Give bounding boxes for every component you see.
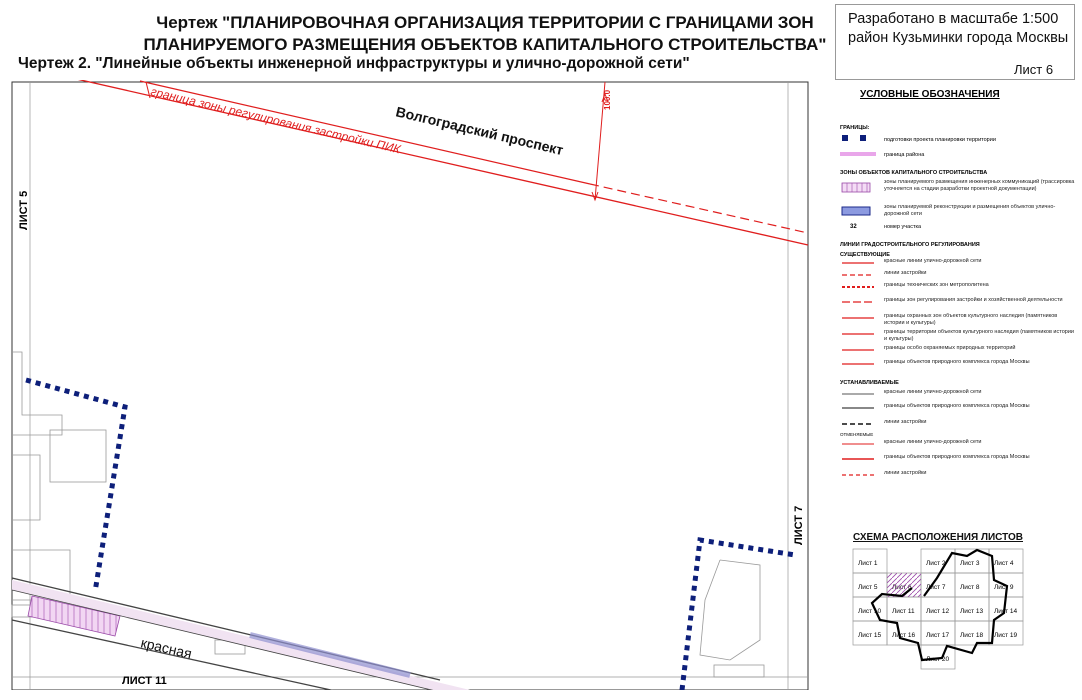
schema-cell-label: Лист 7 bbox=[926, 584, 946, 591]
project-border-left bbox=[26, 380, 125, 592]
legend-item-engineering-zone bbox=[842, 179, 1078, 203]
schema-cell-label: Лист 18 bbox=[960, 632, 984, 639]
legend-text: границы объектов природного комплекса города Москвы bbox=[884, 454, 1030, 460]
legend-existing: СУЩЕСТВУЮЩИЕ bbox=[840, 252, 890, 258]
legend-plot-number: номер участка bbox=[884, 224, 922, 230]
legend-panel bbox=[840, 86, 1078, 526]
legend-item-district-border bbox=[840, 151, 925, 158]
legend-line-item bbox=[842, 329, 1078, 345]
legend-zones-section: ЗОНЫ ОБЪЕКТОВ КАПИТАЛЬНОГО СТРОИТЕЛЬСТВА bbox=[840, 170, 988, 176]
sheet-schema bbox=[852, 548, 1030, 676]
legend-established: УСТАНАВЛИВАЕМЫЕ bbox=[840, 380, 899, 386]
schema-cell-label: Лист 4 bbox=[994, 560, 1014, 567]
schema-cell bbox=[921, 597, 955, 621]
sheet-label-bottom: ЛИСТ 11 bbox=[122, 675, 167, 687]
legend-line-item bbox=[842, 359, 1078, 375]
legend-text: красные линии улично-дорожной сети bbox=[884, 389, 982, 395]
legend-item-road-zone bbox=[842, 204, 1078, 220]
schema-cell-label: Лист 10 bbox=[858, 608, 882, 615]
schema-cell-label: Лист 17 bbox=[926, 632, 950, 639]
legend-established-items bbox=[842, 389, 1078, 435]
scale-text: Разработано в масштабе 1:500 bbox=[848, 11, 1059, 27]
drawing-subtitle: Чертеж 2. "Линейные объекты инженерной инфраструктуры и улично-дорожной сети" bbox=[18, 55, 690, 72]
schema-cell-label: Лист 15 bbox=[858, 632, 882, 639]
legend-text: границы объектов природного комплекса города Москвы bbox=[884, 403, 1030, 409]
legend-line-item bbox=[842, 454, 1078, 470]
legend-line-item bbox=[842, 313, 1078, 329]
legend-line-item bbox=[842, 403, 1078, 419]
schema-cell bbox=[887, 597, 921, 621]
legend-text: границы территории объектов культурного наследия (памятников истории и культуры) bbox=[884, 329, 1074, 342]
sheet-label-right: ЛИСТ 7 bbox=[793, 505, 805, 545]
legend-text: красные линии улично-дорожной сети bbox=[884, 258, 982, 264]
legend-text: линии застройки bbox=[884, 270, 927, 276]
legend-cancelled-items bbox=[842, 439, 1078, 486]
schema-cell bbox=[921, 621, 955, 645]
legend-borders-section: ГРАНИЦЫ: bbox=[840, 125, 870, 131]
legend-text: границы технических зон метрополитена bbox=[884, 282, 989, 288]
zone-label: граница зоны регулирования застройки ПИК bbox=[149, 84, 402, 157]
street-label: Волгоградский проспект bbox=[394, 103, 565, 159]
legend-plot-number-value: 32 bbox=[850, 224, 857, 230]
schema-cell-label: Лист 20 bbox=[926, 656, 950, 663]
sheet-label-left: ЛИСТ 5 bbox=[18, 190, 30, 230]
legend-text: линии застройки bbox=[884, 419, 927, 425]
legend-text: зоны планируемого размещения инженерных коммуникаций (трассировка уточняется на стадии разработки проектной документации) bbox=[884, 179, 1075, 192]
schema-cell-label: Лист 3 bbox=[960, 560, 980, 567]
legend-title: УСЛОВНЫЕ ОБОЗНАЧЕНИЯ bbox=[860, 89, 1000, 100]
schema-cell bbox=[853, 549, 887, 573]
legend-line-item bbox=[842, 439, 1078, 455]
legend-text: границы объектов природного комплекса города Москвы bbox=[884, 359, 1030, 365]
schema-cell bbox=[853, 621, 887, 645]
schema-cell-label: Лист 9 bbox=[994, 584, 1014, 591]
legend-text: границы охранных зон объектов культурного наследия (памятников истории и культуры) bbox=[884, 313, 1058, 326]
legend-text: зоны планируемой реконструкции и размещения объектов улично-дорожной сети bbox=[884, 204, 1056, 217]
schema-cell-label: Лист 2 bbox=[926, 560, 946, 567]
legend-text: линии застройки bbox=[884, 470, 927, 476]
drawing-title bbox=[130, 12, 840, 56]
schema-cell-label: Лист 1 bbox=[858, 560, 878, 567]
schema-cell bbox=[955, 621, 989, 645]
zone-boundary-dashed bbox=[590, 184, 808, 233]
schema-cell-label: Лист 13 bbox=[960, 608, 984, 615]
schema-cell-label: Лист 12 bbox=[926, 608, 950, 615]
buildings-right bbox=[700, 560, 764, 677]
legend-lines-section: ЛИНИИ ГРАДОСТРОИТЕЛЬНОГО РЕГУЛИРОВАНИЯ bbox=[840, 242, 980, 248]
legend-text: красные линии улично-дорожной сети bbox=[884, 439, 982, 445]
legend-item-project-border bbox=[842, 135, 996, 143]
legend-line-item bbox=[842, 419, 1078, 435]
title-line-1: Чертеж "ПЛАНИРОВОЧНАЯ ОРГАНИЗАЦИЯ ТЕРРИТОРИИ С ГРАНИЦАМИ ЗОН bbox=[156, 13, 814, 32]
legend-cancelled: ОТМЕНЯЕМЫЕ bbox=[840, 432, 874, 437]
district-text: район Кузьминки города Москвы bbox=[848, 30, 1069, 46]
legend-existing-items bbox=[842, 258, 1078, 375]
legend-text: граница района bbox=[884, 152, 925, 158]
schema-title: СХЕМА РАСПОЛОЖЕНИЯ ЛИСТОВ bbox=[853, 532, 1023, 543]
schema-cell-label: Лист 8 bbox=[960, 584, 980, 591]
legend-text: границы зон регулирования застройки и хозяйственной деятельности bbox=[884, 297, 1063, 303]
schema-cell-label: Лист 19 bbox=[994, 632, 1018, 639]
schema-cell bbox=[921, 549, 955, 573]
map-frame bbox=[12, 82, 808, 690]
schema-cell bbox=[921, 645, 955, 669]
legend-line-item bbox=[842, 470, 1078, 486]
legend-text: подготовки проекта планировки территории bbox=[884, 137, 996, 143]
legend-line-item bbox=[842, 282, 1078, 298]
title-line-2: ПЛАНИРУЕМОГО РАЗМЕЩЕНИЯ ОБЪЕКТОВ КАПИТАЛЬНОГО СТРОИТЕЛЬСТВА" bbox=[143, 35, 827, 54]
schema-cell bbox=[955, 597, 989, 621]
dimension-label: 100.0 bbox=[603, 89, 612, 110]
schema-cell-label: Лист 11 bbox=[892, 608, 915, 615]
road-label: красная bbox=[139, 634, 194, 662]
planned-road-strip bbox=[250, 635, 410, 675]
schema-cell-label: Лист 14 bbox=[994, 608, 1018, 615]
sheet-number: Лист 6 bbox=[1014, 62, 1054, 77]
legend-line-item bbox=[842, 297, 1078, 313]
schema-cell bbox=[955, 573, 989, 597]
schema-cell-label: Лист 5 bbox=[858, 584, 878, 591]
schema-cell-label: Лист 16 bbox=[892, 632, 916, 639]
schema-cell bbox=[853, 597, 887, 621]
legend-text: границы особо охраняемых природных территорий bbox=[884, 345, 1016, 351]
